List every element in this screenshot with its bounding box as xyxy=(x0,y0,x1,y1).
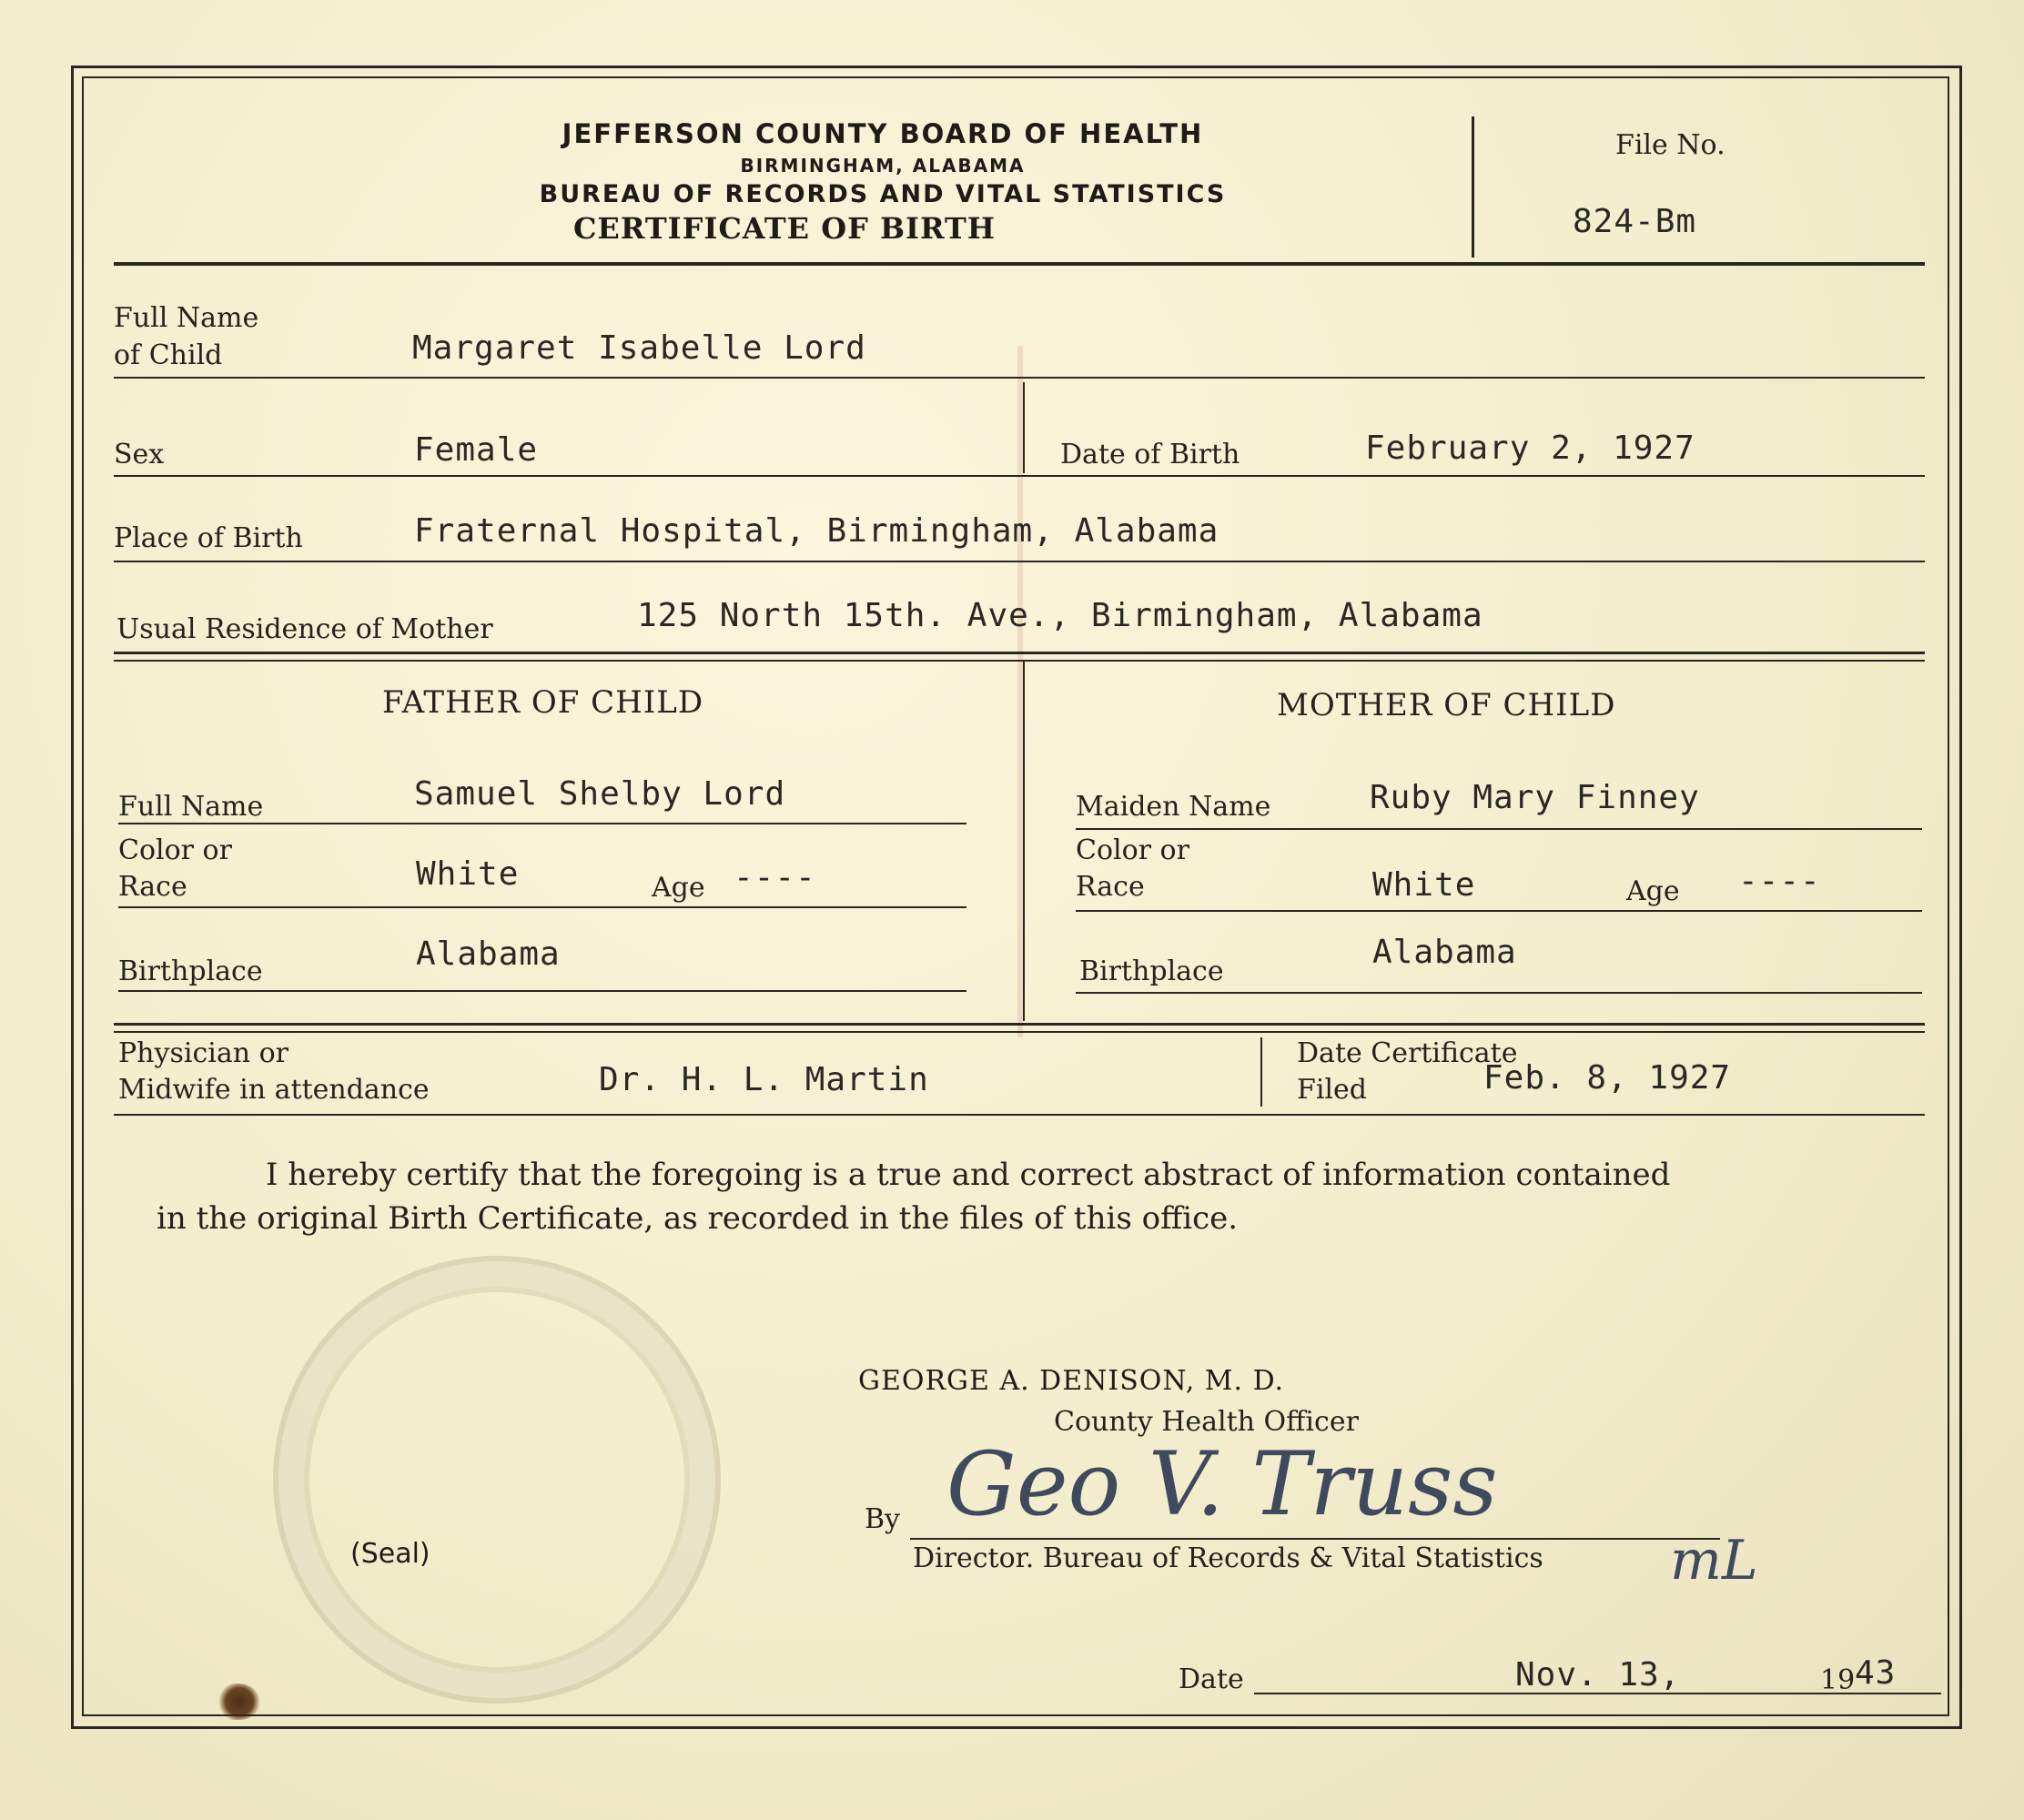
header-line-3: BUREAU OF RECORDS AND VITAL STATISTICS xyxy=(539,180,1227,208)
father-heading: FATHER OF CHILD xyxy=(382,684,704,721)
rule-physician xyxy=(114,1114,1925,1116)
father-age: ---- xyxy=(734,859,816,896)
father-age-label: Age xyxy=(652,872,705,904)
signature-line xyxy=(910,1538,1720,1540)
father-birthplace-label: Birthplace xyxy=(118,956,263,987)
dob-label: Date of Birth xyxy=(1060,439,1240,470)
filed-label-2: Filed xyxy=(1297,1074,1367,1106)
certification-line-1: I hereby certify that the foregoing is a true and correct abstract of information contained xyxy=(266,1157,1671,1193)
residence-value: 125 North 15th. Ave., Birmingham, Alabama xyxy=(637,597,1483,634)
child-name-label-2: of Child xyxy=(114,339,223,371)
rule-father-birthplace xyxy=(118,990,966,992)
date-year-prefix: 19 xyxy=(1820,1664,1856,1696)
director-initials: mL xyxy=(1670,1529,1758,1592)
rule-child-name xyxy=(114,377,1925,379)
father-race-label-1: Color or xyxy=(118,834,232,866)
rule-parents-bottom-2 xyxy=(114,1031,1925,1033)
physician-label-1: Physician or xyxy=(118,1037,288,1069)
certificate-title: CERTIFICATE OF BIRTH xyxy=(572,211,997,246)
mother-race: White xyxy=(1372,866,1476,904)
mother-birthplace-label: Birthplace xyxy=(1079,956,1224,987)
rule-residence-1 xyxy=(114,652,1925,654)
mother-name: Ruby Mary Finney xyxy=(1370,779,1700,816)
seal-label: (Seal) xyxy=(350,1538,430,1570)
header-rule xyxy=(114,262,1925,266)
rule-father-name xyxy=(118,823,966,824)
mother-age-label: Age xyxy=(1626,875,1680,907)
rule-residence-2 xyxy=(114,660,1925,662)
sex-value: Female xyxy=(414,431,539,469)
physician-label-2: Midwife in attendance xyxy=(118,1074,430,1106)
place-value: Fraternal Hospital, Birmingham, Alabama xyxy=(414,512,1219,550)
rule-mother-birthplace xyxy=(1076,992,1922,994)
sex-label: Sex xyxy=(114,439,165,470)
officer-title: County Health Officer xyxy=(1054,1406,1359,1438)
sex-dob-divider xyxy=(1023,382,1025,473)
filed-label-1: Date Certificate xyxy=(1297,1037,1518,1069)
header-divider xyxy=(1472,116,1474,258)
dob-value: February 2, 1927 xyxy=(1365,430,1695,467)
physician-filed-divider xyxy=(1260,1037,1262,1107)
father-birthplace: Alabama xyxy=(416,935,561,973)
place-label: Place of Birth xyxy=(114,522,303,554)
certification-line-2: in the original Birth Certificate, as recorded in the files of this office. xyxy=(157,1200,1239,1237)
file-no-label: File No. xyxy=(1615,129,1725,161)
physician-value: Dr. H. L. Martin xyxy=(599,1061,929,1098)
rule-father-race xyxy=(118,906,966,908)
date-year-suffix: 43 xyxy=(1855,1654,1897,1692)
officer-name: GEORGE A. DENISON, M. D. xyxy=(858,1365,1285,1397)
mother-heading: MOTHER OF CHILD xyxy=(1277,687,1616,723)
mother-birthplace: Alabama xyxy=(1372,934,1517,971)
rule-mother-race xyxy=(1076,910,1922,912)
date-value: Nov. 13, xyxy=(1515,1656,1681,1694)
filed-value: Feb. 8, 1927 xyxy=(1483,1059,1732,1097)
mother-name-label: Maiden Name xyxy=(1076,791,1271,823)
mother-age: ---- xyxy=(1738,863,1821,900)
child-name-label-1: Full Name xyxy=(114,302,259,334)
director-title: Director. Bureau of Records & Vital Statistics xyxy=(913,1542,1543,1574)
father-race: White xyxy=(416,855,520,893)
mother-race-label-2: Race xyxy=(1076,871,1145,903)
rule-mother-name xyxy=(1076,828,1922,830)
child-full-name: Margaret Isabelle Lord xyxy=(412,329,866,367)
date-label: Date xyxy=(1179,1663,1244,1695)
director-signature: Geo V. Truss xyxy=(946,1433,1498,1535)
residence-label: Usual Residence of Mother xyxy=(116,613,493,645)
father-name: Samuel Shelby Lord xyxy=(414,775,786,813)
rule-parents-bottom-1 xyxy=(114,1023,1925,1026)
header-line-1: JEFFERSON COUNTY BOARD OF HEALTH xyxy=(562,118,1204,149)
mother-race-label-1: Color or xyxy=(1076,834,1189,866)
by-label: By xyxy=(865,1503,900,1535)
parents-divider xyxy=(1023,662,1025,1021)
father-race-label-2: Race xyxy=(118,871,187,903)
file-no-value: 824-Bm xyxy=(1573,203,1697,240)
rule-place xyxy=(114,561,1925,562)
header-line-2: BIRMINGHAM, ALABAMA xyxy=(740,155,1026,177)
father-name-label: Full Name xyxy=(118,791,264,823)
rule-sex xyxy=(114,475,1925,477)
